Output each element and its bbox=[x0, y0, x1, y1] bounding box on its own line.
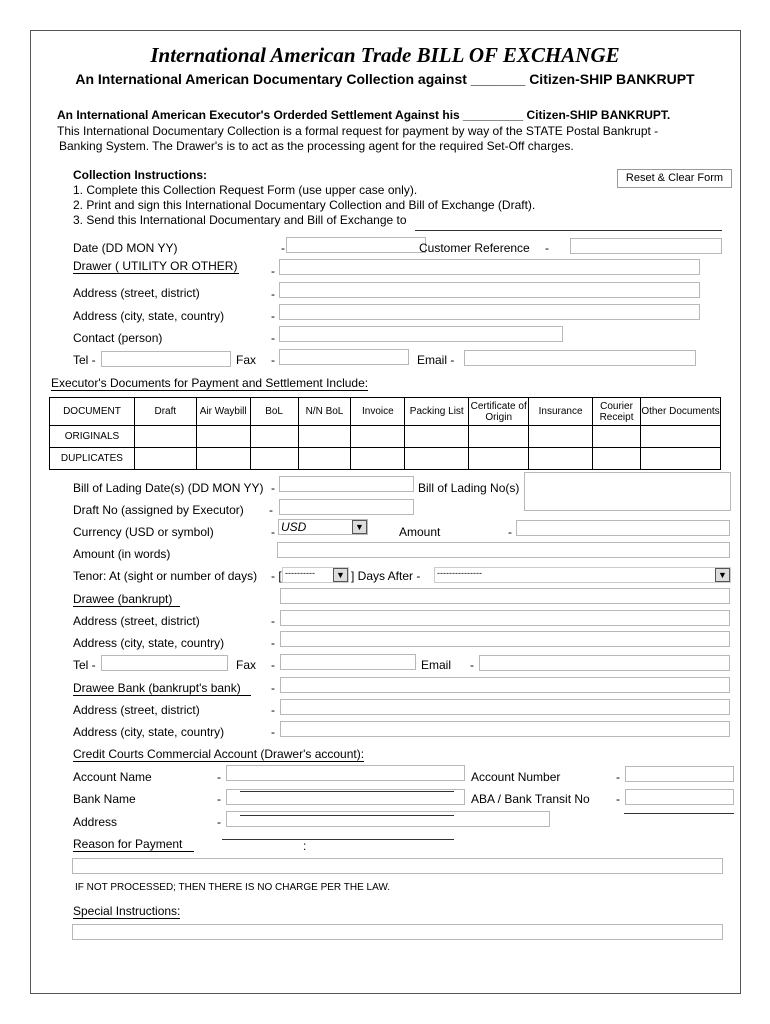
drawer-address-street-input[interactable] bbox=[279, 282, 700, 298]
dash: - bbox=[271, 481, 275, 495]
col-header-insurance: Insurance bbox=[529, 398, 593, 426]
drawee-fax-label: Fax bbox=[236, 658, 257, 672]
dash: - bbox=[271, 681, 275, 695]
drawer-label: Drawer ( UTILITY OR OTHER) bbox=[73, 259, 238, 273]
dash: - bbox=[217, 815, 221, 829]
drawee-tel-label: Tel - bbox=[73, 658, 96, 672]
table-cell[interactable] bbox=[641, 426, 721, 448]
bol-no-input[interactable] bbox=[524, 472, 731, 511]
dash: - bbox=[271, 525, 275, 539]
dash: - bbox=[271, 703, 275, 717]
currency-label: Currency (USD or symbol) bbox=[73, 525, 214, 539]
dash: - bbox=[269, 503, 273, 517]
drawer-address-city-input[interactable] bbox=[279, 304, 700, 320]
table-cell[interactable] bbox=[405, 426, 469, 448]
days-after-value: --------------- bbox=[437, 568, 482, 578]
col-header-invoice: Invoice bbox=[351, 398, 405, 426]
table-cell[interactable] bbox=[298, 448, 351, 470]
currency-value: USD bbox=[281, 520, 307, 534]
aba-label: ABA / Bank Transit No bbox=[471, 792, 590, 806]
fax-input[interactable] bbox=[279, 349, 409, 365]
signature-line bbox=[624, 813, 734, 814]
dash: - bbox=[271, 331, 275, 345]
colon: : bbox=[303, 839, 307, 853]
intro-line-2: Banking System. The Drawer's is to act as the processing agent for the required Set-Off charges. bbox=[59, 139, 574, 153]
table-row bbox=[50, 448, 721, 470]
col-header-nn-bol: N/N BoL bbox=[298, 398, 351, 426]
chevron-down-icon[interactable]: ▼ bbox=[333, 568, 348, 582]
table-cell[interactable] bbox=[405, 448, 469, 470]
form-title: International American Trade BILL OF EXCHANGE bbox=[150, 43, 620, 67]
drawee-label: Drawee (bankrupt) bbox=[73, 592, 180, 607]
bol-date-label: Bill of Lading Date(s) (DD MON YY) bbox=[73, 481, 264, 495]
col-header-document: DOCUMENT bbox=[50, 398, 135, 426]
date-label: Date (DD MON YY) bbox=[73, 241, 178, 255]
contact-input[interactable] bbox=[279, 326, 563, 342]
drawer-address-city-label: Address (city, state, country) bbox=[73, 309, 225, 323]
row-label-originals: ORIGINALS bbox=[50, 426, 135, 448]
amount-words-label: Amount (in words) bbox=[73, 547, 171, 561]
table-cell[interactable] bbox=[593, 426, 641, 448]
dash: - [ bbox=[271, 569, 282, 583]
instruction-step-3: 3. Send this International Documentary and Bill of Exchange to bbox=[73, 213, 407, 227]
dash: - bbox=[271, 636, 275, 650]
table-row bbox=[50, 426, 721, 448]
executors-docs-heading: Executor's Documents for Payment and Settlement Include: bbox=[51, 376, 369, 390]
col-header-bol: BoL bbox=[250, 398, 298, 426]
table-cell[interactable] bbox=[298, 426, 351, 448]
drawee-address-city-label: Address (city, state, country) bbox=[73, 636, 225, 650]
dash: - bbox=[271, 287, 275, 301]
dash: - bbox=[271, 264, 275, 278]
signature-line bbox=[240, 791, 454, 792]
col-header-courier-receipt: Courier Receipt bbox=[593, 398, 641, 426]
aba-input[interactable] bbox=[625, 789, 734, 805]
days-after-select[interactable] bbox=[434, 567, 731, 583]
intro-line-1: This International Documentary Collection is a formal request for payment by way of the STATE Postal Bankrupt - bbox=[57, 124, 659, 138]
bol-no-label: Bill of Lading No(s) bbox=[418, 481, 520, 495]
table-cell[interactable] bbox=[529, 448, 593, 470]
dash: - bbox=[271, 614, 275, 628]
amount-input[interactable] bbox=[516, 520, 730, 536]
col-header-other-documents: Other Documents bbox=[641, 398, 721, 426]
drawee-bank-input[interactable] bbox=[280, 677, 730, 693]
drawee-email-input[interactable] bbox=[479, 655, 730, 671]
tel-input[interactable] bbox=[101, 351, 231, 367]
table-cell[interactable] bbox=[196, 448, 250, 470]
dash: - bbox=[545, 241, 549, 255]
bank-address-street-input[interactable] bbox=[280, 699, 730, 715]
account-number-input[interactable] bbox=[625, 766, 734, 782]
account-name-input[interactable] bbox=[226, 765, 465, 781]
dash: - bbox=[508, 525, 512, 539]
tenor-value: ---------- bbox=[285, 568, 315, 578]
not-processed-notice: IF NOT PROCESSED; THEN THERE IS NO CHARGE PER THE LAW. bbox=[75, 882, 391, 893]
table-cell[interactable] bbox=[351, 426, 405, 448]
dash: - bbox=[616, 770, 620, 784]
amount-words-input[interactable] bbox=[277, 542, 730, 558]
dash: - bbox=[271, 353, 275, 367]
signature-line bbox=[222, 839, 454, 840]
documents-table bbox=[49, 397, 721, 470]
bank-name-label: Bank Name bbox=[73, 792, 136, 806]
drawee-tel-input[interactable] bbox=[101, 655, 228, 671]
account-address-input[interactable] bbox=[226, 811, 550, 827]
dash: - bbox=[281, 241, 285, 255]
table-cell[interactable] bbox=[250, 426, 298, 448]
table-cell[interactable] bbox=[351, 448, 405, 470]
table-cell[interactable] bbox=[196, 426, 250, 448]
special-instructions-input[interactable] bbox=[72, 924, 723, 940]
drawee-address-street-label: Address (street, district) bbox=[73, 614, 200, 628]
table-cell[interactable] bbox=[469, 448, 529, 470]
dash: - bbox=[271, 658, 275, 672]
fax-label: Fax bbox=[236, 353, 257, 367]
chevron-down-icon[interactable]: ▼ bbox=[715, 568, 730, 582]
bank-address-street-label: Address (street, district) bbox=[73, 703, 200, 717]
account-number-label: Account Number bbox=[471, 770, 561, 784]
dash: - bbox=[217, 770, 221, 784]
date-input[interactable] bbox=[286, 237, 426, 253]
credit-courts-heading: Credit Courts Commercial Account (Drawer's account): bbox=[73, 747, 365, 761]
send-to-line bbox=[415, 230, 722, 231]
drawee-input[interactable] bbox=[280, 588, 730, 604]
reason-input[interactable] bbox=[72, 858, 723, 874]
customer-reference-label: Customer Reference bbox=[419, 241, 530, 255]
drawer-input[interactable] bbox=[279, 259, 700, 275]
table-cell[interactable] bbox=[134, 448, 196, 470]
currency-select[interactable] bbox=[278, 519, 368, 535]
days-after-label: ] Days After - bbox=[351, 569, 421, 583]
dash: - bbox=[470, 658, 474, 672]
chevron-down-icon[interactable]: ▼ bbox=[352, 520, 367, 534]
drawee-email-label: Email bbox=[421, 658, 452, 672]
settlement-heading: An International American Executor's Orderded Settlement Against his _________ Citizen-SHIP BANKRUPT. bbox=[57, 108, 671, 122]
drawer-address-street-label: Address (street, district) bbox=[73, 286, 200, 300]
special-instructions-label: Special Instructions: bbox=[73, 904, 181, 918]
col-header-packing-list: Packing List bbox=[405, 398, 469, 426]
tel-label: Tel - bbox=[73, 353, 96, 367]
dash: - bbox=[271, 309, 275, 323]
col-header-draft: Draft bbox=[134, 398, 196, 426]
table-cell[interactable] bbox=[593, 448, 641, 470]
drawee-address-street-input[interactable] bbox=[280, 610, 730, 626]
account-address-label: Address bbox=[73, 815, 118, 829]
col-header-air-waybill: Air Waybill bbox=[196, 398, 250, 426]
draft-no-label: Draft No (assigned by Executor) bbox=[73, 503, 244, 517]
drawee-bank-label: Drawee Bank (bankrupt's bank) bbox=[73, 681, 251, 696]
drawee-address-city-input[interactable] bbox=[280, 631, 730, 647]
bank-address-city-input[interactable] bbox=[280, 721, 730, 737]
draft-no-input[interactable] bbox=[279, 499, 414, 515]
instruction-step-2: 2. Print and sign this International Documentary Collection and Bill of Exchange (Draft). bbox=[73, 198, 536, 212]
row-label-duplicates: DUPLICATES bbox=[50, 448, 135, 470]
table-cell[interactable] bbox=[250, 448, 298, 470]
amount-label: Amount bbox=[399, 525, 441, 539]
tenor-label: Tenor: At (sight or number of days) bbox=[73, 569, 258, 583]
form-subtitle: An International American Documentary Collection against _______ Citizen-SHIP BANKRUPT bbox=[75, 71, 695, 87]
table-cell[interactable] bbox=[469, 426, 529, 448]
dash: - bbox=[616, 792, 620, 806]
table-cell[interactable] bbox=[134, 426, 196, 448]
contact-label: Contact (person) bbox=[73, 331, 163, 345]
email-label: Email - bbox=[417, 353, 455, 367]
col-header-certificate-of-origin: Certificate of Origin bbox=[469, 398, 529, 426]
instruction-step-1: 1. Complete this Collection Request Form (use upper case only). bbox=[73, 183, 418, 197]
bank-address-city-label: Address (city, state, country) bbox=[73, 725, 225, 739]
drawee-fax-input[interactable] bbox=[280, 654, 416, 670]
account-name-label: Account Name bbox=[73, 770, 152, 784]
reason-label: Reason for Payment bbox=[73, 837, 194, 852]
signature-line bbox=[240, 815, 454, 816]
dash: - bbox=[271, 725, 275, 739]
customer-reference-input[interactable] bbox=[570, 238, 722, 254]
reset-clear-button[interactable]: Reset & Clear Form bbox=[617, 169, 732, 188]
bol-date-input[interactable] bbox=[279, 476, 414, 492]
table-header-row bbox=[50, 398, 721, 426]
email-input[interactable] bbox=[464, 350, 696, 366]
instructions-heading: Collection Instructions: bbox=[73, 168, 208, 182]
tenor-select[interactable] bbox=[282, 567, 349, 583]
dash: - bbox=[217, 792, 221, 806]
table-cell[interactable] bbox=[529, 426, 593, 448]
table-cell[interactable] bbox=[641, 448, 721, 470]
